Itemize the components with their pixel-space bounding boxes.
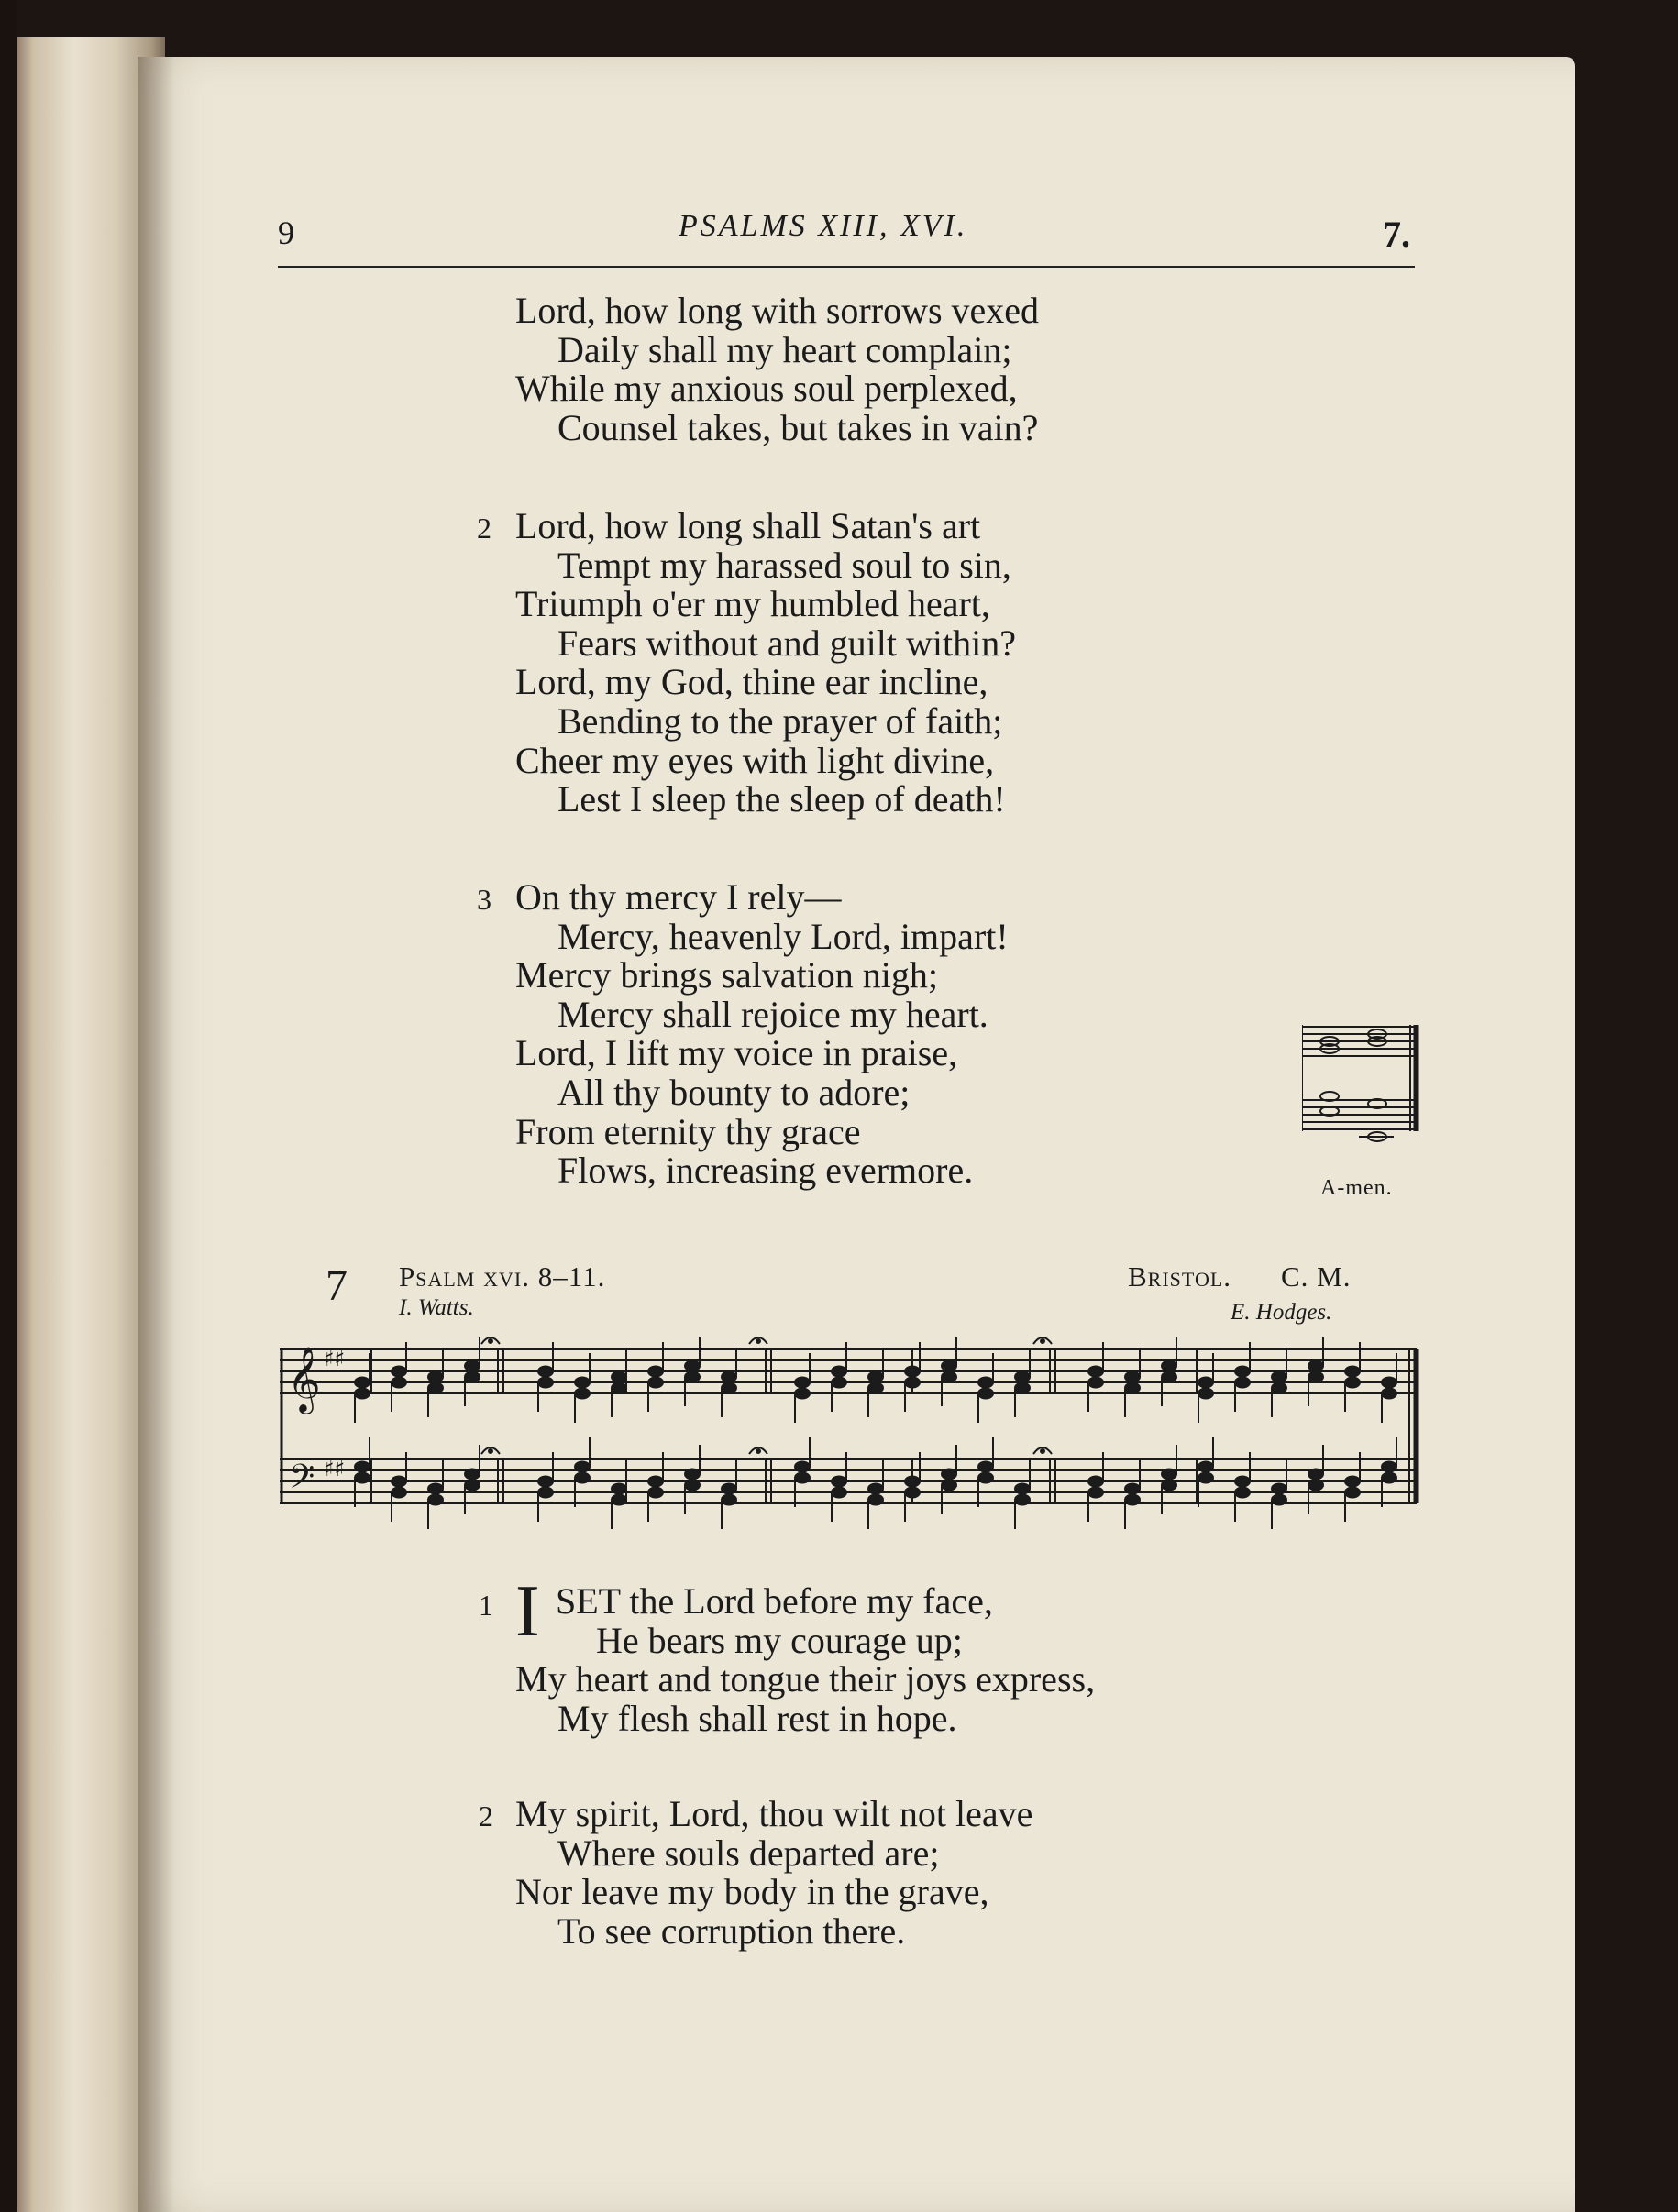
note-head: [942, 1372, 956, 1382]
verse-line: Tempt my harassed soul to sin,: [557, 544, 1011, 586]
fermata-dot: [1041, 1449, 1044, 1453]
amen-text: A-men.: [1320, 1176, 1393, 1200]
stanza-number: 2: [479, 1799, 493, 1832]
verse-line: Mercy brings salvation nigh;: [515, 954, 939, 996]
note-head: [685, 1372, 700, 1382]
note-head: [1382, 1378, 1396, 1388]
note-head: [795, 1462, 810, 1472]
note-head: [1345, 1367, 1360, 1377]
verse-line: Fears without and guilt within?: [557, 622, 1016, 664]
note-head: [538, 1488, 553, 1498]
verse-line: SET the Lord before my face,: [556, 1580, 993, 1622]
note-head: [428, 1495, 443, 1505]
bass-clef-icon: 𝄢: [289, 1458, 315, 1504]
verse-line: Mercy, heavenly Lord, impart!: [557, 915, 1009, 957]
composer: E. Hodges.: [1231, 1300, 1332, 1325]
note-head: [648, 1488, 663, 1498]
hymn-tune-score: [280, 1329, 1421, 1540]
verse-line: On thy mercy I rely—: [515, 876, 842, 918]
note-head: [722, 1495, 736, 1505]
note-head: [1308, 1372, 1323, 1382]
note-head: [1308, 1361, 1323, 1371]
note-head: [1162, 1480, 1176, 1491]
note-head: [612, 1495, 626, 1505]
note-head: [648, 1378, 663, 1388]
verse-line: Nor leave my body in the grave,: [515, 1871, 989, 1913]
amen-music-fragment: [1302, 1018, 1421, 1173]
note-head: [1272, 1484, 1286, 1494]
stanza-psalm13-2: [515, 507, 1016, 820]
note-head: [868, 1495, 883, 1505]
verse-line: My flesh shall rest in hope.: [557, 1697, 957, 1739]
stanza-hymn7-1: [515, 1582, 1095, 1738]
spine-shadow: [138, 57, 174, 2212]
note-head: [428, 1484, 443, 1494]
stanza-number: 2: [477, 512, 491, 545]
note-head: [648, 1477, 663, 1487]
note-head: [1125, 1383, 1140, 1393]
note-head: [868, 1383, 883, 1393]
note-head: [538, 1367, 553, 1377]
author: I. Watts.: [399, 1295, 474, 1320]
note-head: [1198, 1473, 1213, 1483]
meter: C. M.: [1281, 1260, 1352, 1293]
note-head: [978, 1389, 993, 1399]
verse-line: To see corruption there.: [557, 1909, 906, 1952]
verse-line: My heart and tongue their joys express,: [515, 1658, 1096, 1700]
stanza-number: 1: [479, 1589, 493, 1622]
verse-line: He bears my courage up;: [596, 1619, 963, 1661]
note-head: [355, 1462, 370, 1472]
note-head: [868, 1372, 883, 1382]
note-head: [832, 1367, 846, 1377]
note-head: [722, 1484, 736, 1494]
verse-line: Flows, increasing evermore.: [557, 1150, 974, 1192]
note-head: [465, 1469, 480, 1480]
note-head: [1015, 1372, 1030, 1382]
verse-line: Where souls departed are;: [557, 1832, 940, 1874]
note-head: [538, 1378, 553, 1388]
note-head: [1125, 1484, 1140, 1494]
note-head: [795, 1378, 810, 1388]
note-head: [465, 1480, 480, 1491]
note-head: [355, 1473, 370, 1483]
note-head: [1088, 1378, 1103, 1388]
verse-line: Lord, how long shall Satan's art: [515, 505, 981, 546]
note-head: [722, 1372, 736, 1382]
note-head: [722, 1383, 736, 1393]
note-head: [868, 1484, 883, 1494]
verse-line: Mercy shall rejoice my heart.: [557, 993, 988, 1035]
note-head: [1272, 1383, 1286, 1393]
note-head: [575, 1389, 590, 1399]
note-head: [978, 1473, 993, 1483]
svg-text:♯♯: ♯♯: [324, 1456, 346, 1481]
note-head: [978, 1462, 993, 1472]
note-head: [685, 1361, 700, 1371]
note-head: [685, 1480, 700, 1491]
note-head: [832, 1477, 846, 1487]
note-head: [1235, 1488, 1250, 1498]
note-head: [575, 1462, 590, 1472]
note-head: [832, 1488, 846, 1498]
note-head: [942, 1361, 956, 1371]
stanza-psalm13-1: [515, 292, 1039, 447]
note-head: [1235, 1477, 1250, 1487]
note-head: [392, 1477, 406, 1487]
note-head: [905, 1477, 920, 1487]
note-head: [465, 1372, 480, 1382]
note-head: [832, 1378, 846, 1388]
treble-clef-icon: 𝄞: [287, 1345, 321, 1412]
book-cover-edge: [0, 0, 17, 2212]
note-head: [1272, 1495, 1286, 1505]
note-head: [648, 1367, 663, 1377]
note-head: [1235, 1378, 1250, 1388]
note-head: [428, 1372, 443, 1382]
note-head: [905, 1488, 920, 1498]
verse-line: My spirit, Lord, thou wilt not leave: [515, 1793, 1033, 1834]
note-head: [1345, 1378, 1360, 1388]
verse-line: While my anxious soul perplexed,: [515, 368, 1018, 410]
note-head: [1382, 1462, 1396, 1472]
note-head: [1198, 1378, 1213, 1388]
note-head: [905, 1378, 920, 1388]
verse-line: Bending to the prayer of faith;: [557, 699, 1003, 742]
note-head: [1015, 1484, 1030, 1494]
note-head: [1198, 1389, 1213, 1399]
note-head: [538, 1477, 553, 1487]
stanza-psalm13-3: [515, 878, 1009, 1191]
tune-name: Bristol.: [1128, 1260, 1232, 1293]
fermata-dot: [756, 1339, 760, 1343]
note-head: [575, 1378, 590, 1388]
note-head: [685, 1469, 700, 1480]
note-head: [942, 1480, 956, 1491]
note-head: [1088, 1367, 1103, 1377]
note-head: [428, 1383, 443, 1393]
note-head: [942, 1469, 956, 1480]
page-number: 9: [278, 215, 294, 251]
hymn-reference: 7.: [1383, 214, 1410, 255]
note-head: [1125, 1495, 1140, 1505]
note-head: [392, 1378, 406, 1388]
note-head: [612, 1484, 626, 1494]
note-head: [1162, 1372, 1176, 1382]
note-head: [795, 1389, 810, 1399]
note-head: [355, 1389, 370, 1399]
fermata-dot: [1041, 1339, 1044, 1343]
note-head: [1235, 1367, 1250, 1377]
verse-line: Lest I sleep the sleep of death!: [557, 778, 1006, 820]
header-rule: [278, 266, 1415, 268]
note-head: [1382, 1389, 1396, 1399]
note-head: [1162, 1361, 1176, 1371]
verse-line: Counsel takes, but takes in vain?: [557, 406, 1039, 448]
note-head: [905, 1367, 920, 1377]
note-head: [1088, 1488, 1103, 1498]
note-head: [612, 1383, 626, 1393]
note-head: [1198, 1462, 1213, 1472]
stanza-number: 3: [477, 883, 491, 916]
verse-line: Triumph o'er my humbled heart,: [515, 583, 990, 625]
fermata-dot: [489, 1449, 492, 1453]
verse-line: All thy bounty to adore;: [557, 1071, 911, 1113]
note-head: [1308, 1480, 1323, 1491]
verse-line: From eternity thy grace: [515, 1110, 861, 1152]
note-head: [1125, 1372, 1140, 1382]
note-head: [1382, 1473, 1396, 1483]
verse-line: Lord, how long with sorrows vexed: [515, 290, 1040, 331]
note-head: [392, 1367, 406, 1377]
note-head: [795, 1473, 810, 1483]
drop-cap: I: [515, 1571, 540, 1652]
note-head: [1345, 1488, 1360, 1498]
note-head: [1015, 1495, 1030, 1505]
psalm-reference: Psalm xvi. 8–11.: [399, 1260, 606, 1293]
note-head: [612, 1372, 626, 1382]
fermata-dot: [489, 1339, 492, 1343]
note-head: [1015, 1383, 1030, 1393]
note-head: [575, 1473, 590, 1483]
note-head: [978, 1378, 993, 1388]
note-head: [392, 1488, 406, 1498]
note-head: [1308, 1469, 1323, 1480]
fermata-dot: [756, 1449, 760, 1453]
note-head: [465, 1361, 480, 1371]
verse-line: Lord, I lift my voice in praise,: [515, 1032, 958, 1074]
svg-text:♯♯: ♯♯: [324, 1346, 346, 1371]
note-head: [355, 1378, 370, 1388]
note-head: [1162, 1469, 1176, 1480]
note-head: [1088, 1477, 1103, 1487]
running-title: PSALMS XIII, XVI.: [679, 209, 968, 243]
hymn-number: 7: [326, 1261, 348, 1310]
verse-line: Lord, my God, thine ear incline,: [515, 661, 988, 703]
verse-line: Cheer my eyes with light divine,: [515, 739, 995, 781]
note-head: [1345, 1477, 1360, 1487]
verse-line: Daily shall my heart complain;: [557, 328, 1012, 370]
note-head: [1272, 1372, 1286, 1382]
stanza-hymn7-2: [515, 1795, 1032, 1951]
